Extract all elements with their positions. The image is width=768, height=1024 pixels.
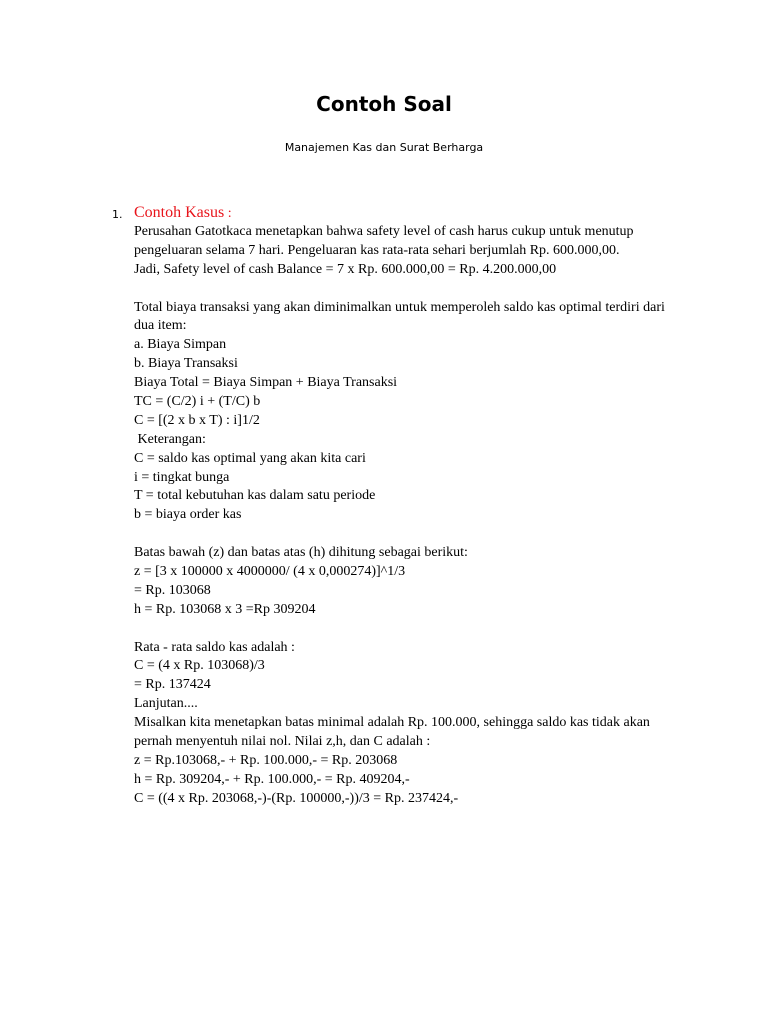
text-line: C = (4 x Rp. 103068)/3 — [134, 658, 265, 674]
text-line: dua item: — [134, 318, 187, 334]
list-item-number: 1. — [112, 208, 123, 221]
paragraph-spacer — [134, 525, 694, 544]
paragraph-spacer — [134, 280, 694, 299]
text-line: Misalkan kita menetapkan batas minimal adalah Rp. 100.000, sehingga saldo kas tidak akan — [134, 715, 650, 731]
case-body — [134, 204, 694, 809]
text-line: b = biaya order kas — [134, 507, 242, 523]
text-line: pengeluaran selama 7 hari. Pengeluaran kas rata-rata sehari berjumlah Rp. 600.000,00. — [134, 242, 620, 258]
text-line: i = tingkat bunga — [134, 469, 230, 485]
text-line: h = Rp. 309204,- + Rp. 100.000,- = Rp. 409204,- — [134, 771, 410, 787]
text-line: Keterangan: — [134, 431, 206, 447]
page-title: Contoh Soal — [316, 92, 452, 116]
text-line: b. Biaya Transaksi — [134, 356, 238, 372]
text-line: C = [(2 x b x T) : i]1/2 — [134, 412, 260, 428]
text-line: pernah menyentuh nilai nol. Nilai z,h, dan C adalah : — [134, 734, 431, 750]
text-line: Lanjutan.... — [134, 696, 198, 712]
case-heading-colon: : — [224, 206, 232, 221]
text-line: Jadi, Safety level of cash Balance = 7 x Rp. 600.000,00 = Rp. 4.200.000,00 — [134, 261, 557, 277]
text-line: h = Rp. 103068 x 3 =Rp 309204 — [134, 601, 316, 617]
text-line: Total biaya transaksi yang akan diminimalkan untuk memperoleh saldo kas optimal terdiri dari — [134, 299, 665, 315]
text-line: = Rp. 103068 — [134, 582, 211, 598]
text-line: z = [3 x 100000 x 4000000/ (4 x 0,000274)]^1/3 — [134, 564, 406, 580]
text-line: C = ((4 x Rp. 203068,-)-(Rp. 100000,-))/3 = Rp. 237424,- — [134, 790, 459, 806]
text-line: = Rp. 137424 — [134, 677, 211, 693]
text-line: TC = (C/2) i + (T/C) b — [134, 394, 261, 410]
page-subtitle: Manajemen Kas dan Surat Berharga — [284, 141, 484, 154]
text-line: T = total kebutuhan kas dalam satu periode — [134, 488, 376, 504]
case-heading — [134, 204, 694, 224]
paragraph-spacer — [134, 620, 694, 639]
text-line: Rata - rata saldo kas adalah : — [134, 639, 295, 655]
case-heading-title: Contoh Kasus — [134, 204, 225, 221]
text-line: Biaya Total = Biaya Simpan + Biaya Transaksi — [134, 375, 398, 391]
text-line: a. Biaya Simpan — [134, 337, 227, 353]
text-line: C = saldo kas optimal yang akan kita cari — [134, 450, 366, 466]
text-line: Batas bawah (z) dan batas atas (h) dihitung sebagai berikut: — [134, 545, 468, 561]
text-line: Perusahan Gatotkaca menetapkan bahwa safety level of cash harus cukup untuk menutup — [134, 224, 634, 239]
text-line: z = Rp.103068,- + Rp. 100.000,- = Rp. 203068 — [134, 752, 398, 768]
